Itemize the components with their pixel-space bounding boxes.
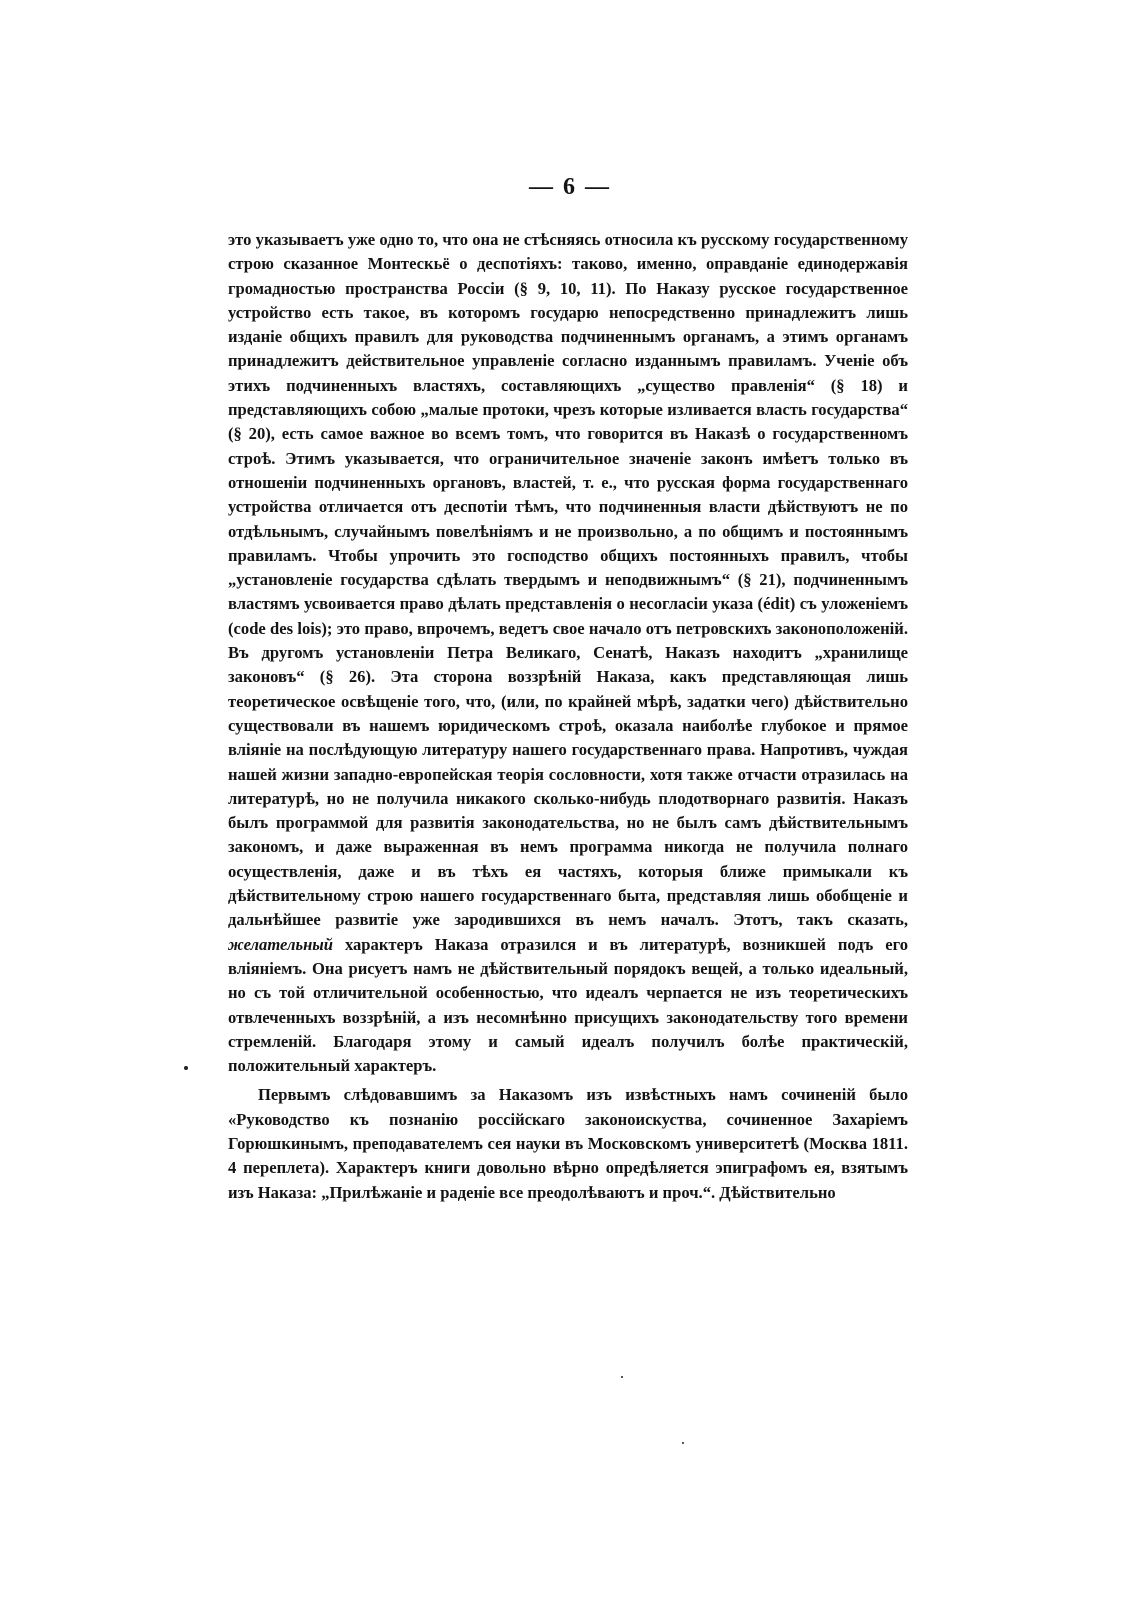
scan-speck	[682, 1442, 684, 1444]
paragraph-2: Первымъ слѣдовавшимъ за Наказомъ изъ извѣстныхъ намъ сочиненій было «Руководство къ познанію россійскаго законоискуства, сочиненное Захаріемъ Горюшкинымъ, преподавателемъ сея науки въ Московскомъ университетѣ (Москва 1811. 4 переплета). Характеръ книги довольно вѣрно опредѣляется эпиграфомъ ея, взятымъ изъ Наказа: „Прилѣжаніе и раденіе все преодолѣваютъ и проч.“. Дѣйствительно	[228, 1085, 908, 1202]
body-text	[228, 228, 908, 1205]
emphasized-word: желательный	[228, 934, 334, 954]
paragraph-1-text-end: характеръ Наказа отразился и въ литературѣ, возникшей подъ его вліяніемъ. Она рисуетъ намъ не дѣйствительный порядокъ вещей, а только идеальный, но съ той отличительной особенностью, что идеалъ черпается не изъ теоретическихъ отвлеченныхъ воззрѣній, а изъ несомнѣнно присущихъ законодательству того времени стремленій. Благодаря этому и самый идеалъ получилъ болѣе практическій, положительный характеръ.	[228, 934, 908, 1076]
paragraph-1-text-start: это указываетъ уже одно то, что она не стѣсняясь относила къ русскому государственному строю сказанное Монтескьё о деспотіяхъ: таково, именно, оправданіе единодержавія громадностью пространства Россіи (§ 9, 10, 11). По Наказу русское государственное устройство есть такое, въ которомъ государю непосредственно принадлежитъ лишь изданіе общихъ правилъ для руководства подчиненнымъ органамъ, а этимъ органамъ принадлежитъ действительное управленіе согласно изданнымъ правиламъ. Ученіе объ этихъ подчиненныхъ властяхъ, составляющихъ „существо правленія“ (§ 18) и представляющихъ собою „малые протоки, чрезъ которые изливается власть государства“ (§ 20), есть самое важное во всемъ томъ, что говорится въ Наказѣ о государственномъ строѣ. Этимъ указывается, что ограничительное значеніе законъ имѣетъ только въ отношеніи подчиненныхъ органовъ, властей, т. е., что русская форма государственнаго устройства отличается отъ деспотіи тѣмъ, что подчиненныя власти дѣйствуютъ не по отдѣльнымъ, случайнымъ повелѣніямъ и не произвольно, а по общимъ и постояннымъ правиламъ. Чтобы упрочить это господство общихъ постоянныхъ правилъ, чтобы „установленіе государства сдѣлать твердымъ и неподвижнымъ“ (§ 21), подчиненнымъ властямъ усвоивается право дѣлать представленія о несогласіи указа (édit) съ уложеніемъ (code des lois); это право, впрочемъ, ведетъ свое начало отъ петровскихъ законоположеній. Въ другомъ установленіи Петра Великаго, Сенатѣ, Наказъ находитъ „хранилище законовъ“ (§ 26). Эта сторона воззрѣній Наказа, какъ представляющая лишь теоретическое освѣщеніе того, что, (или, по крайней мѣрѣ, задатки чего) дѣйствительно существовали въ нашемъ юридическомъ строѣ, оказала наиболѣе глубокое и прямое вліяніе на послѣдующую литературу нашего государственнаго права. Напротивъ, чуждая нашей жизни западно-европейская теорія сословности, хотя также отчасти отразилась на литературѣ, но не получила никакого сколько-нибудь плодотворнаго развитія. Наказъ былъ программой для развитія законодательства, но не былъ самъ дѣйствительнымъ закономъ, и даже выраженная въ немъ программа никогда не получила полнаго осуществленія, даже и въ тѣхъ ея частяхъ, которыя ближе примыкали къ дѣйствительному строю нашего государственнаго быта, представляя лишь обобщеніе и дальнѣйшее развитіе уже зародившихся въ немъ началъ. Этотъ, такъ сказать,	[228, 230, 908, 930]
paragraph-1	[228, 228, 908, 1078]
scan-speck	[621, 1376, 623, 1378]
scan-speck	[184, 1066, 188, 1070]
page-number: — 6 —	[529, 174, 611, 200]
